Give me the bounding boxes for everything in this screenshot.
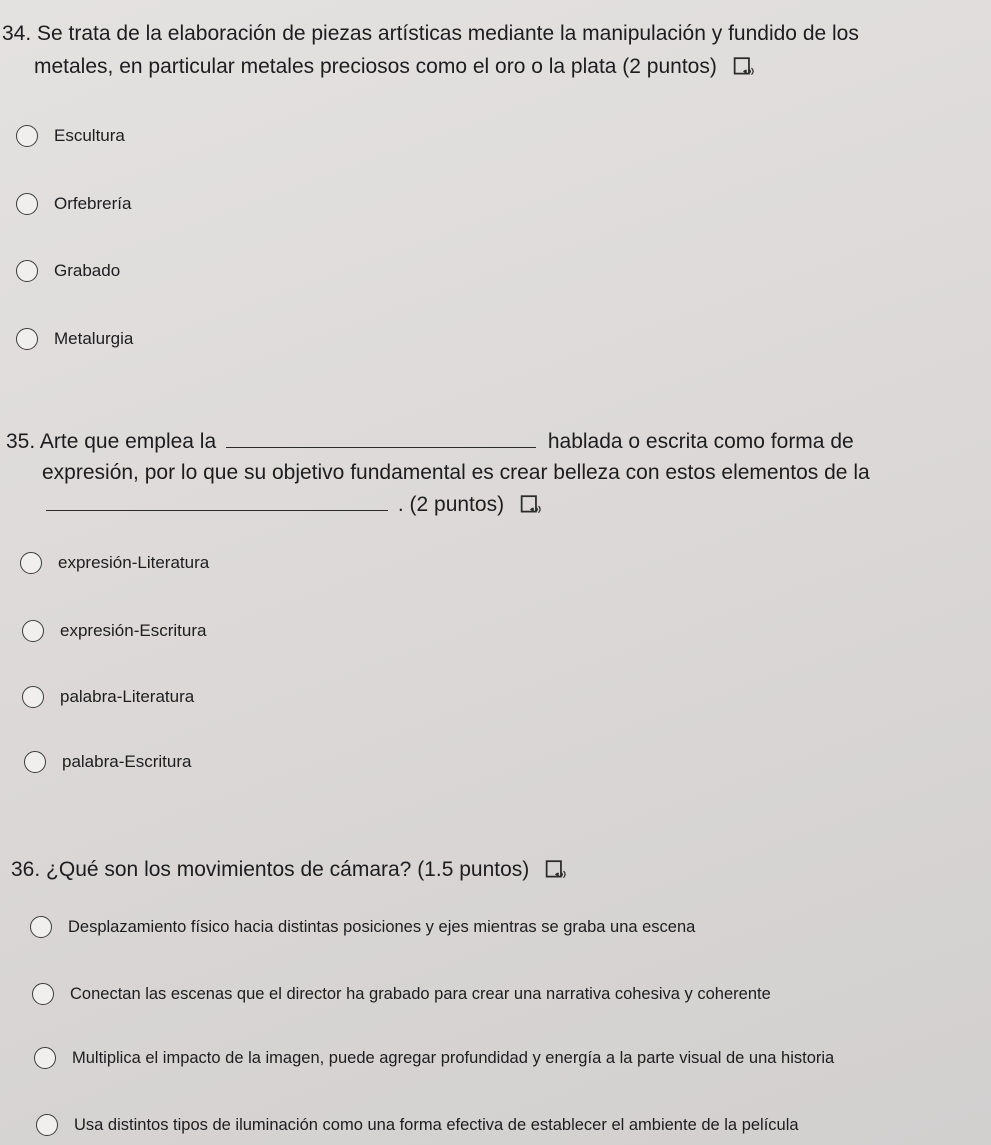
option-label: expresión-Escritura: [60, 621, 207, 640]
q35-option-2[interactable]: [22, 620, 206, 642]
q34-option-4[interactable]: [16, 328, 133, 350]
option-label: Usa distintos tipos de iluminación como una forma efectiva de establecer el ambiente de la película: [74, 1115, 799, 1134]
radio-button[interactable]: [16, 260, 38, 282]
q34-option-3[interactable]: [16, 260, 120, 282]
q35-option-3[interactable]: [22, 686, 194, 708]
option-label: Conectan las escenas que el director ha grabado para crear una narrativa cohesiva y coherente: [70, 984, 771, 1003]
radio-button[interactable]: [34, 1047, 56, 1069]
q36-option-3[interactable]: [34, 1047, 834, 1069]
option-label: palabra-Literatura: [60, 687, 195, 706]
q35-text-line3: [46, 490, 542, 520]
q35-text-line1: [6, 427, 854, 457]
q34-text-line2: [34, 52, 755, 82]
blank-2: [46, 492, 388, 511]
radio-button[interactable]: [16, 125, 38, 147]
radio-button[interactable]: [30, 916, 52, 938]
q35-option-1[interactable]: [20, 552, 209, 574]
radio-button[interactable]: [16, 193, 38, 215]
q36-option-2[interactable]: [32, 983, 771, 1005]
radio-button[interactable]: [16, 328, 38, 350]
blank-1: [226, 429, 536, 448]
option-label: Desplazamiento físico hacia distintas posiciones y ejes mientras se graba una escena: [68, 917, 696, 936]
q35-text-end: . (2 puntos): [397, 493, 505, 516]
option-label: Orfebrería: [54, 194, 132, 213]
option-label: Escultura: [54, 126, 125, 145]
q34-text-line1: 34. Se trata de la elaboración de piezas artísticas mediante la manipulación y fundido de los: [2, 22, 859, 45]
q36-option-4[interactable]: [36, 1114, 799, 1136]
speaker-icon[interactable]: [545, 859, 567, 881]
option-label: expresión-Literatura: [58, 553, 210, 572]
radio-button[interactable]: [24, 751, 46, 773]
radio-button[interactable]: [22, 686, 44, 708]
q34-option-1[interactable]: [16, 125, 125, 147]
q36-text-content: 36. ¿Qué son los movimientos de cámara? (1.5 puntos): [11, 858, 530, 881]
speaker-icon[interactable]: [520, 494, 542, 516]
q35-option-4[interactable]: [24, 751, 191, 773]
radio-button[interactable]: [32, 983, 54, 1005]
radio-button[interactable]: [20, 552, 42, 574]
q34-text-line2-content: metales, en particular metales preciosos como el oro o la plata (2 puntos): [34, 55, 717, 78]
radio-button[interactable]: [22, 620, 44, 642]
q35-text-post: hablada o escrita como forma de: [547, 430, 854, 453]
speaker-icon[interactable]: [733, 56, 755, 78]
radio-button[interactable]: [36, 1114, 58, 1136]
q36-option-1[interactable]: [30, 916, 695, 938]
option-label: Multiplica el impacto de la imagen, puede agregar profundidad y energía a la parte visual de una historia: [72, 1048, 835, 1067]
option-label: Metalurgia: [54, 329, 134, 348]
option-label: Grabado: [54, 261, 121, 280]
q34-option-2[interactable]: [16, 193, 131, 215]
q35-text-pre: 35. Arte que emplea la: [6, 430, 217, 453]
q36-text-line1: [11, 855, 567, 885]
q35-text-line2: expresión, por lo que su objetivo fundamental es crear belleza con estos elementos de la: [42, 461, 870, 484]
option-label: palabra-Escritura: [62, 752, 192, 771]
